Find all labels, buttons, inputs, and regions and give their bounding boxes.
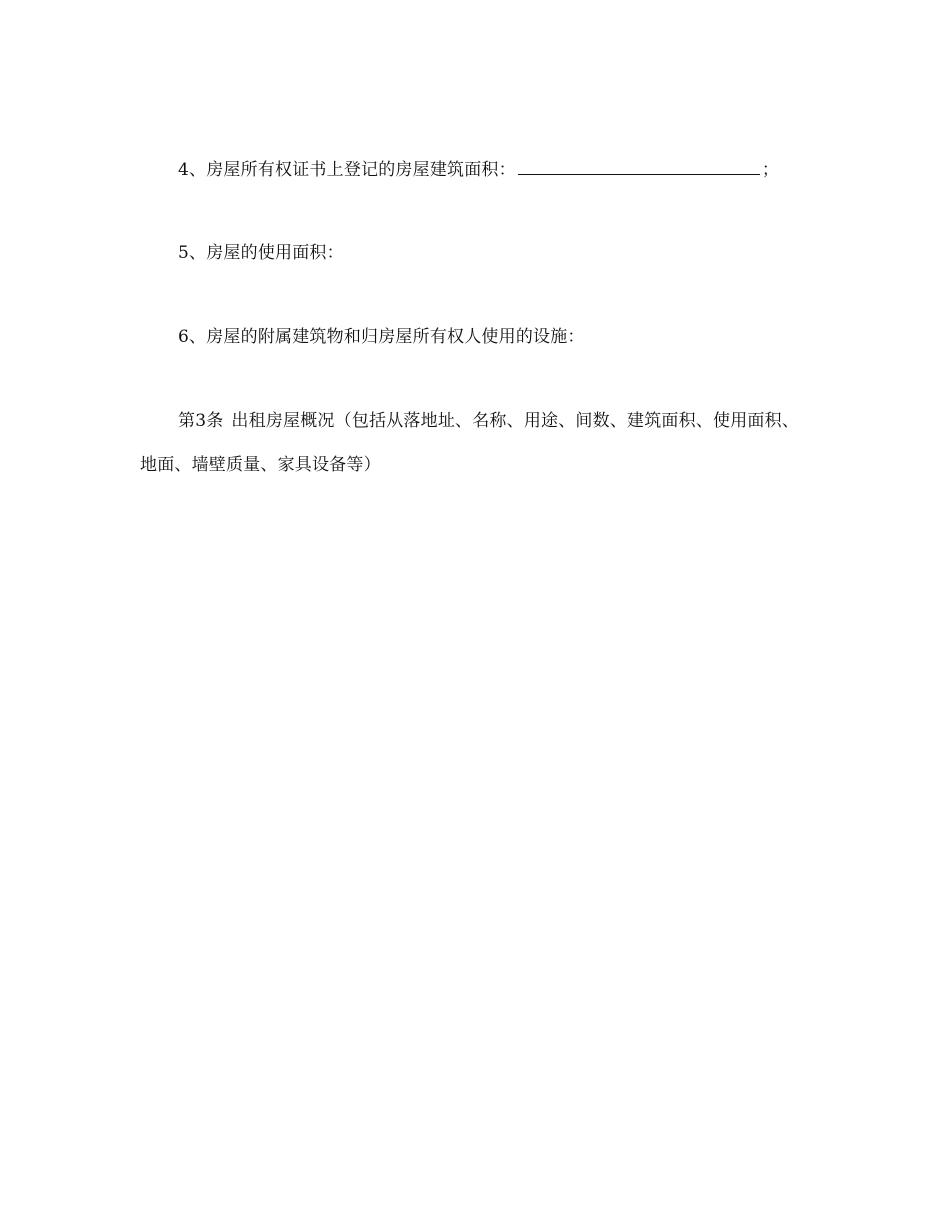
item-4-label: 4、房屋所有权证书上登记的房屋建筑面积： bbox=[178, 160, 516, 180]
item-5-label: 5、房屋的使用面积： bbox=[178, 243, 344, 263]
item-6-line bbox=[178, 326, 585, 348]
item-4-line bbox=[178, 158, 779, 181]
item-6-label: 6、房屋的附属建筑物和归房屋所有权人使用的设施： bbox=[178, 327, 585, 347]
item-5-line bbox=[178, 242, 344, 264]
article-3-text-1: 出租房屋概况（包括从落地址、名称、用途、间数、建筑面积、使用面积、 bbox=[231, 411, 800, 431]
article-3-line-2 bbox=[140, 454, 381, 476]
article-3-text-2: 地面、墙壁质量、家具设备等） bbox=[140, 455, 381, 475]
item-4-end: ； bbox=[761, 160, 780, 180]
article-3-line-1 bbox=[178, 410, 799, 432]
building-area-blank[interactable] bbox=[518, 158, 760, 175]
article-3-number: 第3条 bbox=[178, 411, 224, 431]
